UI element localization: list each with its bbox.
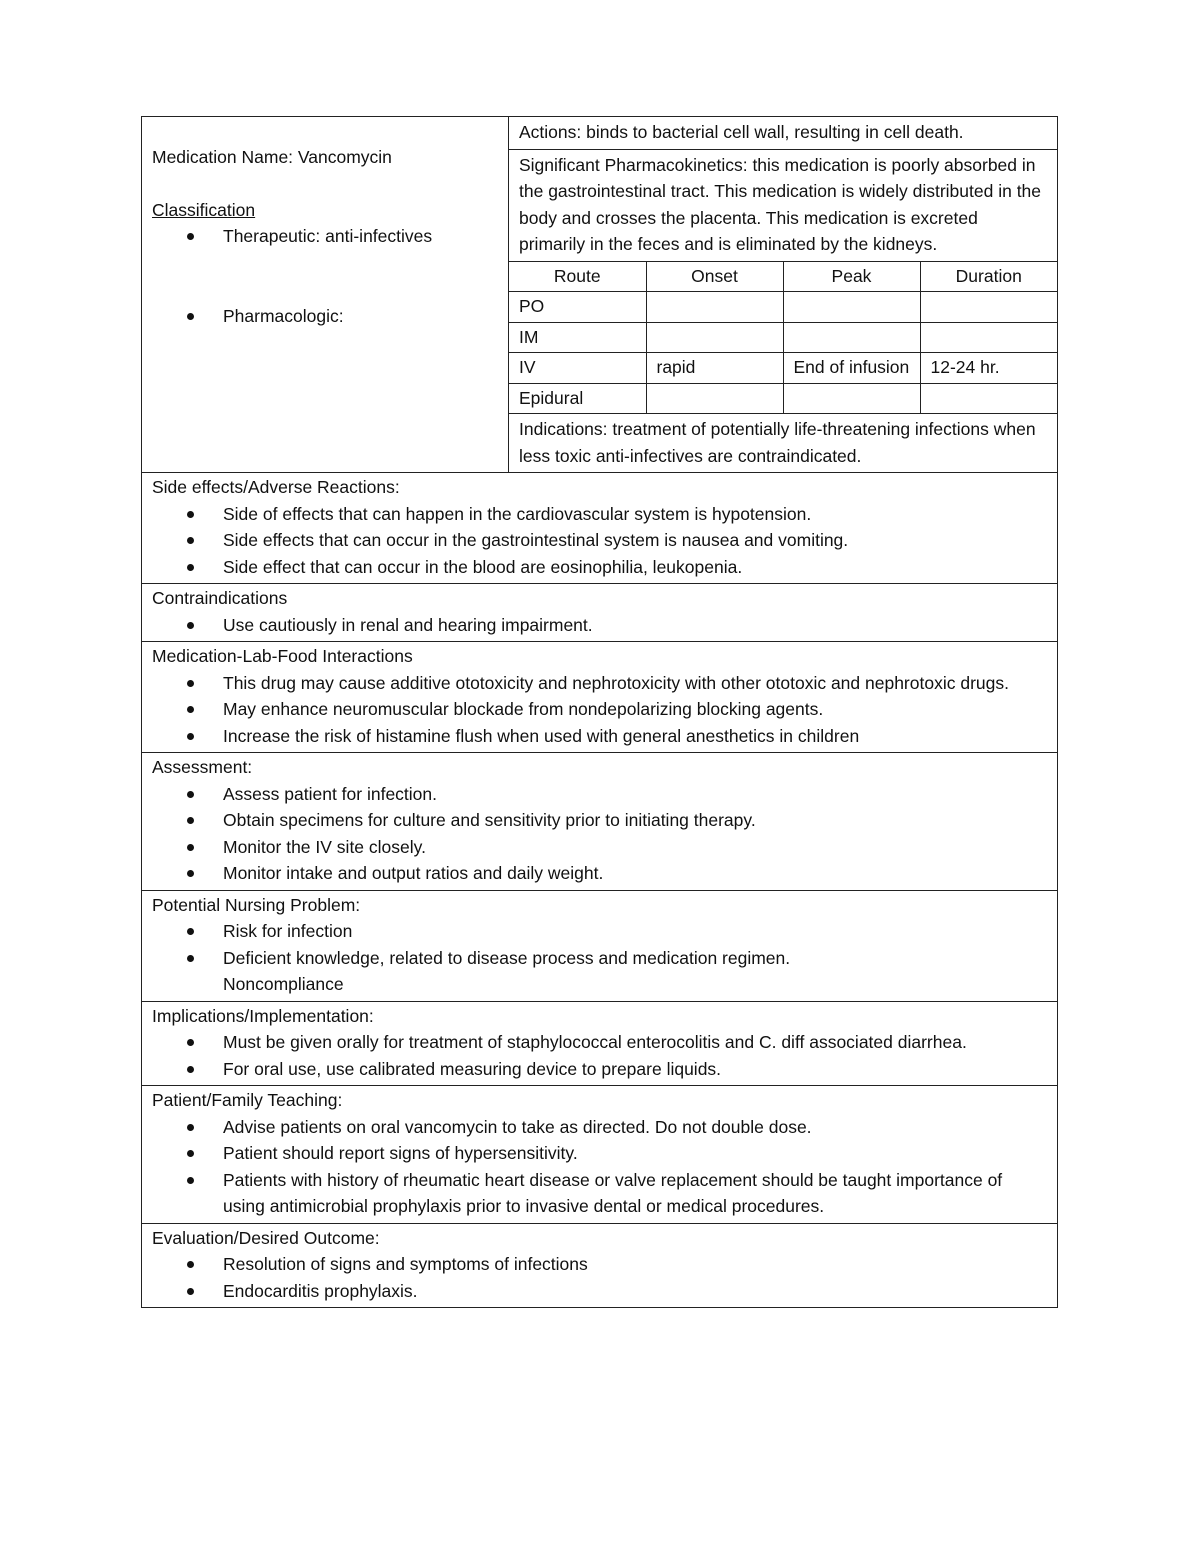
list-item: Obtain specimens for culture and sensitivity prior to initiating therapy.: [223, 807, 1047, 834]
list-item: Must be given orally for treatment of staphylococcal enterocolitis and C. diff associated diarrhea.: [223, 1029, 1047, 1056]
section-heading: Implications/Implementation:: [152, 1005, 374, 1026]
peak-header: Peak: [783, 261, 920, 292]
evaluation-section: [142, 1224, 1057, 1308]
route-table: [509, 261, 1057, 415]
side-effects-list: [152, 501, 1047, 581]
list-item: Advise patients on oral vancomycin to take as directed. Do not double dose.: [223, 1114, 1047, 1141]
teaching-list: [152, 1114, 1047, 1220]
side-effects-section: [142, 473, 1057, 584]
pharmacology-panel: [509, 117, 1057, 472]
peak-cell: [783, 383, 920, 414]
indications: Indications: treatment of potentially life-threatening infections when less toxic anti-infectives are contraindicated.: [519, 419, 1036, 466]
route-table-header: [509, 261, 1057, 292]
route-cell: Epidural: [509, 383, 646, 414]
classification-heading: Classification: [152, 199, 256, 220]
list-item: Patients with history of rheumatic heart disease or valve replacement should be taught importance of using antimicrobial prophylaxis prior to invasive dental or medical procedures.: [223, 1167, 1047, 1220]
list-item: This drug may cause additive ototoxicity and nephrotoxicity with other ototoxic and nephrotoxic drugs.: [223, 670, 1047, 697]
contraindications-list: [152, 612, 1047, 639]
list-item: For oral use, use calibrated measuring device to prepare liquids.: [223, 1056, 1047, 1083]
duration-header: Duration: [920, 261, 1057, 292]
classification-list: [152, 223, 498, 329]
medication-card: [141, 116, 1058, 1308]
duration-cell: [920, 383, 1057, 414]
nursing-problem-section: [142, 891, 1057, 1002]
section-heading: Medication-Lab-Food Interactions: [152, 646, 413, 666]
peak-cell: [783, 322, 920, 353]
list-item: Side of effects that can happen in the cardiovascular system is hypotension.: [223, 501, 1047, 528]
table-row: [509, 353, 1057, 384]
medication-info: [142, 117, 509, 472]
duration-cell: 12-24 hr.: [920, 353, 1057, 384]
list-item: Assess patient for infection.: [223, 781, 1047, 808]
onset-header: Onset: [646, 261, 783, 292]
implications-section: [142, 1002, 1057, 1087]
onset-cell: [646, 292, 783, 323]
route-header: Route: [509, 261, 646, 292]
list-item: Resolution of signs and symptoms of infections: [223, 1251, 1047, 1278]
route-cell: PO: [509, 292, 646, 323]
list-item: Use cautiously in renal and hearing impairment.: [223, 612, 1047, 639]
list-item: Monitor intake and output ratios and daily weight.: [223, 860, 1047, 887]
route-cell: IV: [509, 353, 646, 384]
pharmacologic-class: Pharmacologic:: [223, 303, 498, 330]
onset-cell: [646, 322, 783, 353]
route-cell: IM: [509, 322, 646, 353]
interactions-list: [152, 670, 1047, 750]
implications-list: [152, 1029, 1047, 1082]
interactions-section: [142, 642, 1057, 753]
assessment-section: [142, 753, 1057, 891]
section-heading: Evaluation/Desired Outcome:: [152, 1227, 380, 1248]
contraindications-section: [142, 584, 1057, 642]
list-item: Side effect that can occur in the blood are eosinophilia, leukopenia.: [223, 554, 1047, 581]
list-item: Endocarditis prophylaxis.: [223, 1278, 1047, 1305]
section-heading: Patient/Family Teaching:: [152, 1090, 343, 1110]
onset-cell: rapid: [646, 353, 783, 384]
medication-name: Medication Name: Vancomycin: [152, 147, 392, 167]
actions: Actions: binds to bacterial cell wall, resulting in cell death.: [509, 117, 1057, 150]
list-item: Side effects that can occur in the gastrointestinal system is nausea and vomiting.: [223, 527, 1047, 554]
table-row: [509, 322, 1057, 353]
assessment-list: [152, 781, 1047, 887]
list-item: Increase the risk of histamine flush when used with general anesthetics in children: [223, 723, 1047, 750]
duration-cell: [920, 292, 1057, 323]
section-heading: Side effects/Adverse Reactions:: [152, 477, 400, 497]
onset-cell: [646, 383, 783, 414]
continuation-text: Noncompliance: [223, 974, 344, 994]
duration-cell: [920, 322, 1057, 353]
peak-cell: End of infusion: [783, 353, 920, 384]
table-row: [509, 292, 1057, 323]
list-item: Risk for infection: [223, 918, 1047, 945]
section-heading: Assessment:: [152, 757, 253, 777]
peak-cell: [783, 292, 920, 323]
section-heading: Contraindications: [152, 588, 288, 608]
section-heading: Potential Nursing Problem:: [152, 894, 361, 915]
list-item: Deficient knowledge, related to disease process and medication regimen.: [223, 945, 1047, 972]
top-section: [142, 117, 1057, 473]
list-item: Monitor the IV site closely.: [223, 834, 1047, 861]
pharmacokinetics: Significant Pharmacokinetics: this medication is poorly absorbed in the gastrointestinal tract. This medication is widely distributed in the body and crosses the placenta. This medication is excreted primarily in the feces and is eliminated by the kidneys.: [519, 154, 1042, 254]
list-item: May enhance neuromuscular blockade from nondepolarizing blocking agents.: [223, 696, 1047, 723]
evaluation-list: [152, 1251, 1047, 1304]
table-row: [509, 383, 1057, 414]
nursing-problem-list: [152, 918, 1047, 971]
therapeutic-class: Therapeutic: anti-infectives: [223, 223, 498, 250]
list-item: Patient should report signs of hypersensitivity.: [223, 1140, 1047, 1167]
teaching-section: [142, 1086, 1057, 1224]
